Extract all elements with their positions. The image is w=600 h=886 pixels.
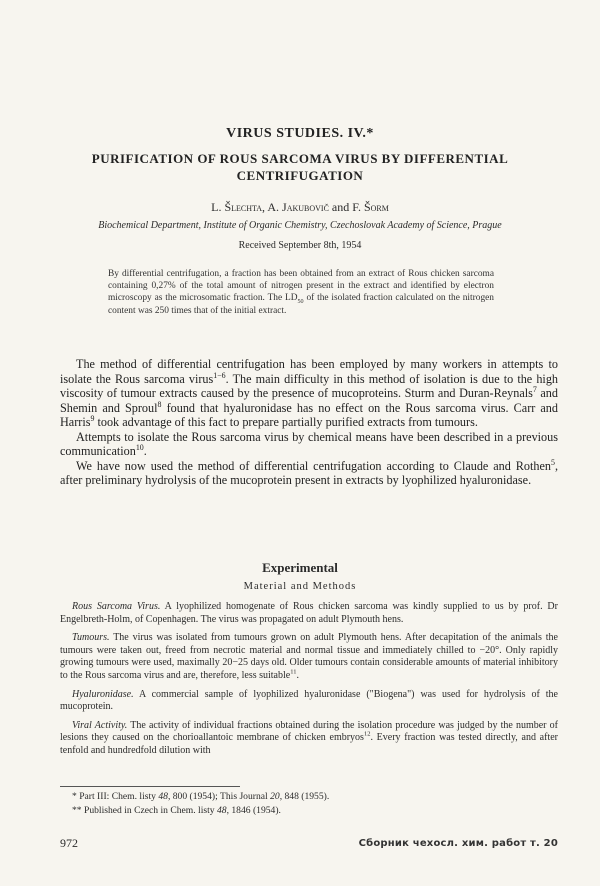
paper-title-line1: VIRUS STUDIES. IV.*	[226, 126, 374, 141]
reference-mark: 11	[290, 668, 297, 676]
paragraph-text: . Every fraction was tested directly, and after tenfold and hundredfold dilution with	[60, 732, 558, 756]
reference-mark: 7	[532, 384, 537, 394]
reference-mark: 1−6	[213, 370, 226, 380]
footnote-1	[72, 790, 552, 804]
footnote-divider	[60, 786, 240, 787]
abstract-text-b: of the isolated fraction calculated on the nitrogen content was 250 times that of the initial extract.	[108, 293, 494, 316]
reference-mark: 12	[363, 731, 371, 739]
footnote-text: Part III: Chem. listy	[79, 791, 159, 802]
abstract-ld-subscript: 50	[297, 299, 304, 306]
received-date: Received September 8th, 1954	[238, 240, 362, 251]
methods-paragraph-viral-activity	[60, 720, 558, 758]
intro-text: found that hyaluronidase has no effect on the Rous sarcoma virus. Carr and Harris	[60, 400, 558, 429]
paragraph-text: .	[296, 669, 299, 681]
footnotes	[72, 790, 552, 818]
intro-text: The method of differential centrifugation has been employed by many workers in attempts to isolate the Rous sarcoma virus	[60, 357, 558, 386]
footnote-text: , 800 (1954); This Journal	[167, 791, 271, 802]
methods-paragraph-tumours	[60, 632, 558, 682]
authors-last: F. Šorm	[352, 200, 389, 214]
footnote-text: , 848 (1955).	[279, 791, 330, 802]
footnote-volume: 48	[216, 805, 227, 816]
intro-text: , after preliminary hydrolysis of the mucoprotein present in extracts by lyophilized hyaluronidase.	[60, 458, 558, 487]
paragraph-text: A commercial sample of lyophilized hyaluronidase ("Biogena") was used for hydrolysis of the mucoprotein.	[60, 688, 558, 713]
paper-title-line3: CENTRIFUGATION	[236, 168, 364, 183]
authors-and: and	[328, 200, 353, 214]
introduction	[60, 357, 558, 488]
footnote-text: , 1846 (1954).	[226, 805, 281, 816]
paragraph-label: Rous Sarcoma Virus.	[72, 601, 161, 612]
page-number: 972	[60, 836, 78, 850]
intro-text: Attempts to isolate the Rous sarcoma virus by chemical means have been described in a previous communication	[60, 429, 558, 458]
authors	[60, 200, 540, 215]
footnote-text: Published in Czech in Chem. listy	[84, 805, 217, 816]
intro-text: .	[143, 444, 147, 458]
intro-text: We have now used the method of differential centrifugation according to Claude and Rothen	[76, 458, 551, 473]
paragraph-label: Hyaluronidase.	[72, 688, 134, 700]
reference-mark: 9	[90, 413, 95, 423]
intro-text: took advantage of this fact to prepare partially purified extracts from tumours.	[94, 415, 478, 429]
footnote-volume: 48	[158, 791, 168, 802]
intro-paragraph-2	[60, 430, 558, 459]
methods-paragraph-hyaluronidase	[60, 689, 558, 714]
reference-mark: 8	[157, 399, 162, 409]
footnote-volume: 20	[270, 791, 280, 802]
footnote-mark: **	[72, 805, 84, 816]
intro-text: . The main difficulty in this method of isolation is due to the high viscosity of tumour extracts caused by the presence of mucoproteins. Sturm and Duran-Reynals	[60, 371, 559, 400]
paragraph-label: Tumours.	[72, 632, 110, 644]
authors-first: L. Šlechta, A. Jakubovič	[211, 200, 329, 214]
methods-paragraph-virus	[60, 601, 558, 626]
paragraph-label: Viral Activity.	[72, 719, 128, 731]
paper-title	[60, 150, 540, 184]
intro-text: and Shemin and Sproul	[60, 386, 558, 415]
paragraph-text: A lyophilized homogenate of Rous chicken sarcoma was kindly supplied to us by prof. Dr Engelbreth-Holm, of Copenhagen. The virus was propagated on adult Plymouth hens.	[60, 601, 558, 625]
reference-mark: 5	[550, 457, 555, 467]
section-heading-experimental: Experimental	[262, 560, 338, 575]
footnote-mark: *	[72, 791, 80, 802]
abstract-text-a: By differential centrifugation, a fraction has been obtained from an extract of Rous chicken sarcoma containing 0,27% of the total amount of nitrogen present in the extract and identified by electron microscopy as the microsomatic fraction. The LD	[108, 269, 494, 304]
affiliation: Biochemical Department, Institute of Organic Chemistry, Czechoslovak Academy of Science, Prague	[98, 220, 502, 231]
methods-body	[60, 601, 558, 764]
paragraph-text: The activity of individual fractions obtained during the isolation procedure was judged by the number of lesions they caused on the chorioallantoic membrane of chicken embryos	[60, 719, 559, 744]
paper-title-line2: PURIFICATION OF ROUS SARCOMA VIRUS BY DIFFERENTIAL	[91, 151, 509, 166]
intro-paragraph-3	[60, 459, 558, 488]
journal-running-footer: Сборник чехосл. хим. работ т. 20	[358, 838, 558, 849]
subsection-heading-methods: Material and Methods	[243, 581, 357, 592]
paragraph-text: The virus was isolated from tumours grown on adult Plymouth hens. After decapitation of the animals the tumours were taken out, freed from necrotic material and normal tissue and immediately chilled to −20°. Only rapidly growing tumours were used, maximally 20−25 days old. Older tumours contain considerable amounts of material inhibitory to the Rous sarcoma virus and are, therefore, less suitable	[60, 632, 558, 681]
footnote-2	[72, 804, 552, 818]
intro-paragraph-1	[60, 357, 558, 430]
reference-mark: 10	[135, 442, 144, 452]
abstract	[108, 268, 494, 317]
